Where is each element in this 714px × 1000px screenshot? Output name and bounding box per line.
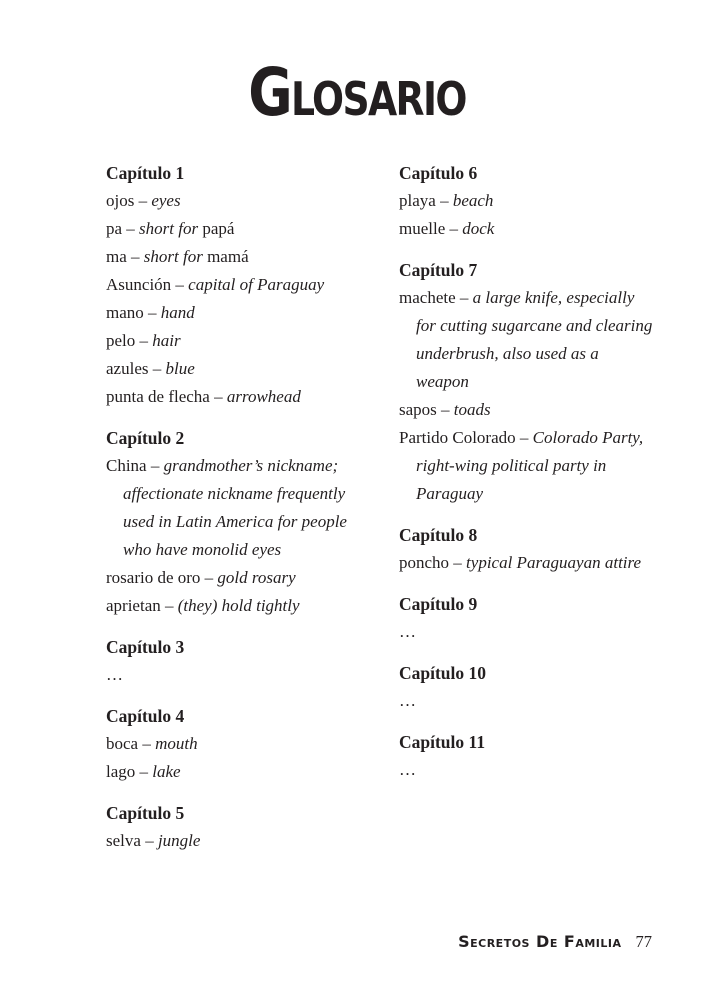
entry-definition: toads bbox=[453, 400, 491, 420]
glossary-entry bbox=[399, 618, 654, 646]
entry-term: China bbox=[106, 456, 147, 476]
ellipsis-placeholder: … bbox=[399, 691, 418, 711]
glossary-entry: ma – short for mamá bbox=[106, 247, 249, 267]
entry-definition: jungle bbox=[157, 831, 201, 851]
page-title: Glosario bbox=[248, 54, 466, 131]
glossary-entry: Partido Colorado – Colorado Party, right-wing political party in Paraguay bbox=[399, 428, 644, 504]
entry-definition: short for bbox=[139, 219, 199, 239]
chapter-heading: Capítulo 10 bbox=[399, 663, 487, 684]
glossary-entry: selva – jungle bbox=[106, 831, 201, 851]
glossary-entry: punta de flecha – arrowhead bbox=[106, 387, 301, 407]
entry-term: ma bbox=[106, 247, 127, 267]
entry-definition: typical Paraguayan attire bbox=[466, 553, 642, 573]
chapter-heading: Capítulo 9 bbox=[399, 594, 478, 615]
glossary-entry: pelo – hair bbox=[106, 331, 181, 351]
entry-term: playa bbox=[399, 191, 436, 211]
entry-term: ojos bbox=[106, 191, 135, 211]
chapter-section bbox=[106, 159, 361, 411]
ellipsis-placeholder: … bbox=[399, 622, 418, 642]
chapter-heading: Capítulo 3 bbox=[106, 637, 185, 658]
chapter-heading: Capítulo 8 bbox=[399, 525, 478, 546]
glossary-entry: China – grandmother’s nickname; affectionate nickname frequently used in Latin America for people who have monolid eyes bbox=[106, 456, 347, 560]
entry-term: Partido Colorado bbox=[399, 428, 516, 448]
entry-definition: lake bbox=[152, 762, 181, 782]
entry-definition: arrowhead bbox=[226, 387, 301, 407]
entry-term: pa bbox=[106, 219, 123, 239]
ellipsis-placeholder: … bbox=[399, 760, 418, 780]
entry-definition: blue bbox=[165, 359, 195, 379]
page-footer bbox=[458, 932, 652, 952]
glossary-entry: rosario de oro – gold rosary bbox=[106, 568, 296, 588]
chapter-heading: Capítulo 11 bbox=[399, 732, 486, 753]
entry-term: poncho bbox=[399, 553, 450, 573]
entry-term: selva bbox=[106, 831, 141, 851]
glossary-column-1 bbox=[106, 159, 361, 855]
glossary-columns bbox=[0, 159, 714, 855]
entry-definition: gold rosary bbox=[217, 568, 296, 588]
glossary-entry: pa – short for papá bbox=[106, 219, 235, 239]
entry-definition: beach bbox=[452, 191, 494, 211]
entry-definition: mouth bbox=[155, 734, 198, 754]
glossary-entry: lago – lake bbox=[106, 762, 181, 782]
chapter-section bbox=[399, 590, 654, 646]
entry-term: boca bbox=[106, 734, 139, 754]
glossary-entry bbox=[399, 687, 654, 715]
chapter-section bbox=[399, 159, 654, 243]
entry-definition: eyes bbox=[151, 191, 181, 211]
entry-term: aprietan bbox=[106, 596, 161, 616]
glossary-entry: ojos – eyes bbox=[106, 191, 181, 211]
glossary-entry: machete – a large knife, especially for cutting sugarcane and clearing underbrush, also used as a weapon bbox=[399, 288, 653, 392]
glossary-entry: azules – blue bbox=[106, 359, 195, 379]
entry-definition: hair bbox=[152, 331, 181, 351]
glossary-entry: sapos – toads bbox=[399, 400, 491, 420]
entry-term: pelo bbox=[106, 331, 136, 351]
chapter-heading: Capítulo 7 bbox=[399, 260, 478, 281]
chapter-section bbox=[106, 702, 361, 786]
entry-definition: a large knife, especially for cutting sugarcane and clearing underbrush, also used as a weapon bbox=[416, 288, 653, 392]
glossary-entry: muelle – dock bbox=[399, 219, 495, 239]
chapter-section bbox=[399, 521, 654, 577]
glossary-entry: boca – mouth bbox=[106, 734, 198, 754]
chapter-section bbox=[106, 424, 361, 620]
chapter-heading: Capítulo 2 bbox=[106, 428, 185, 449]
entry-definition: (they) hold tightly bbox=[177, 596, 300, 616]
entry-definition: capital of Paraguay bbox=[188, 275, 325, 295]
ellipsis-placeholder: … bbox=[106, 665, 125, 685]
chapter-heading: Capítulo 5 bbox=[106, 803, 185, 824]
entry-definition: hand bbox=[160, 303, 195, 323]
glossary-entry: playa – beach bbox=[399, 191, 494, 211]
entry-term: mano bbox=[106, 303, 144, 323]
glossary-entry bbox=[106, 661, 361, 689]
glossary-column-2 bbox=[399, 159, 654, 784]
entry-definition: Colorado Party, right-wing political party in Paraguay bbox=[416, 428, 644, 504]
entry-term: Asunción bbox=[106, 275, 172, 295]
chapter-section bbox=[399, 728, 654, 784]
chapter-section bbox=[106, 799, 361, 855]
entry-definition-roman-part: papá bbox=[202, 219, 235, 239]
entry-definition-roman-part: mamá bbox=[207, 247, 249, 267]
entry-term: machete bbox=[399, 288, 456, 308]
chapter-section bbox=[106, 633, 361, 689]
glossary-entry bbox=[399, 756, 654, 784]
entry-term: punta de flecha bbox=[106, 387, 210, 407]
entry-term: muelle bbox=[399, 219, 446, 239]
glossary-entry: mano – hand bbox=[106, 303, 195, 323]
page-number: 77 bbox=[635, 932, 652, 951]
entry-term: azules bbox=[106, 359, 149, 379]
entry-definition: short for bbox=[143, 247, 203, 267]
chapter-heading: Capítulo 4 bbox=[106, 706, 185, 727]
entry-definition: dock bbox=[462, 219, 495, 239]
chapter-section bbox=[399, 659, 654, 715]
entry-definition: grandmother’s nickname; affectionate nickname frequently used in Latin America for people who have monolid eyes bbox=[123, 456, 347, 560]
glossary-entry: poncho – typical Paraguayan attire bbox=[399, 553, 642, 573]
chapter-heading: Capítulo 6 bbox=[399, 163, 478, 184]
book-title: Secretos De Familia bbox=[458, 932, 622, 951]
entry-term: lago bbox=[106, 762, 136, 782]
glossary-entry: aprietan – (they) hold tightly bbox=[106, 596, 300, 616]
chapter-section bbox=[399, 256, 654, 508]
entry-term: sapos bbox=[399, 400, 437, 420]
entry-term: rosario de oro bbox=[106, 568, 201, 588]
chapter-heading: Capítulo 1 bbox=[106, 163, 185, 184]
glossary-entry: Asunción – capital of Paraguay bbox=[106, 275, 325, 295]
